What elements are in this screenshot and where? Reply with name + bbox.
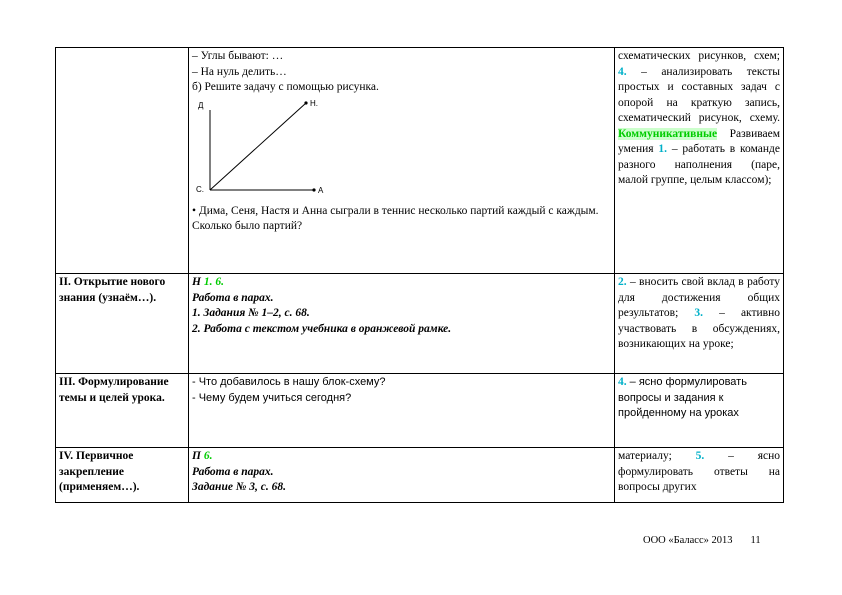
stage-cell	[56, 448, 189, 503]
lesson-table	[55, 47, 784, 503]
text-line: 2. Работа с текстом учебника в оранжевой рамке.	[192, 322, 452, 335]
skill-text: материалу;	[618, 450, 672, 462]
stage-cell	[56, 274, 189, 374]
skills-cell	[615, 274, 784, 374]
text-line: б) Решите задачу с помощью рисунка.	[192, 81, 379, 93]
skill-text: – вносить свой вклад в работу для достижения общих результатов;	[618, 276, 780, 319]
category-heading: Коммуникативные	[618, 127, 718, 140]
diagonal-cn	[210, 103, 306, 190]
text-line: – Углы бывают: …	[192, 50, 284, 62]
skill-text: – работать в команде разного наполнения (паре, малой группе, целым классом);	[618, 143, 780, 186]
text-line: – На нуль делить…	[192, 65, 287, 78]
stage-title: III. Формулирование темы и целей урока.	[59, 376, 169, 404]
skill-number: 2.	[618, 276, 627, 288]
table-row	[56, 374, 784, 448]
table-row	[56, 48, 784, 274]
activity-cell	[189, 448, 615, 503]
table-row	[56, 274, 784, 374]
text-line: Работа в парах.	[192, 291, 274, 304]
label-a: А	[318, 185, 324, 195]
label-n: Н.	[310, 98, 318, 108]
page-number: 11	[750, 535, 761, 546]
stage-cell	[56, 48, 189, 274]
skill-text: – активно участвовать в обсуждениях, возникающих на уроке;	[618, 307, 781, 350]
activity-cell	[189, 48, 615, 274]
skill-number: 5.	[695, 450, 705, 462]
text-line: - Что добавилось в нашу блок-схему?	[192, 376, 386, 388]
text-line: - Чему будем учиться сегодня?	[192, 391, 352, 404]
stage-cell	[56, 374, 189, 448]
label-d: Д	[198, 100, 204, 110]
code-prefix: П	[192, 450, 204, 462]
footer-company: ООО «Баласс» 2013	[643, 535, 733, 546]
label-s: С.	[196, 184, 204, 194]
skills-cell	[615, 448, 784, 503]
skill-text: – ясно формулировать вопросы и задания к пройденному на уроках	[618, 376, 747, 419]
text-line: 1. Задания № 1–2, с. 68.	[192, 307, 310, 319]
point-a	[312, 188, 315, 191]
skill-text: – ясно формулировать ответы на вопросы других	[618, 450, 780, 493]
skill-number: 3.	[694, 307, 704, 319]
angle-diagram	[198, 98, 338, 198]
stage-title: IV. Первичное закрепление (применяем…).	[59, 450, 140, 493]
code-number: 1. 6.	[203, 276, 224, 288]
activity-cell	[189, 274, 615, 374]
page-footer	[643, 535, 761, 546]
code-prefix: Н	[192, 276, 204, 288]
point-n	[304, 101, 307, 104]
task-text: • Дима, Сеня, Настя и Анна сыграли в теннис несколько партий каждый с каждым. Сколько было партий?	[192, 204, 599, 232]
skill-number: 4.	[618, 376, 627, 388]
table-row	[56, 448, 784, 503]
activity-cell	[189, 374, 615, 448]
skill-number: 1.	[658, 143, 668, 155]
skills-cell	[615, 374, 784, 448]
skill-text: схематических рисунков, схем;	[618, 50, 780, 62]
skill-subheading: Развиваем умения	[618, 127, 780, 155]
text-line: Задание № 3, с. 68.	[192, 481, 286, 493]
skill-text: – анализировать тексты простых и составных задач с опорой на краткую запись, схематический рисунок, схему.	[618, 65, 780, 124]
text-line: Работа в парах.	[192, 465, 274, 478]
code-number: 6.	[203, 450, 213, 462]
skills-cell	[615, 48, 784, 274]
stage-title: II. Открытие нового знания (узнаём…).	[59, 276, 166, 304]
skill-number: 4.	[618, 65, 627, 78]
